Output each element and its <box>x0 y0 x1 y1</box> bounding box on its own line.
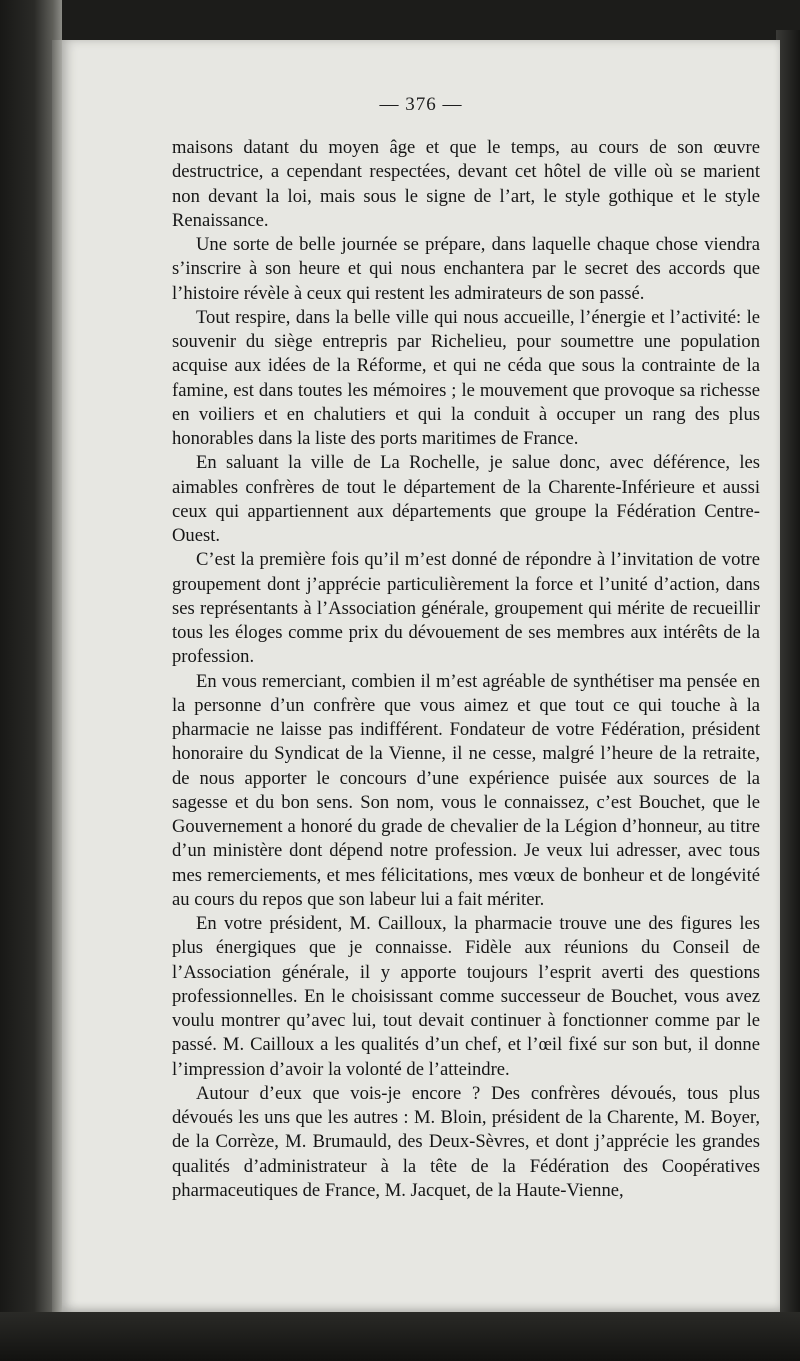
paragraph: Une sorte de belle journée se prépare, dans laquelle chaque chose viendra s’inscrire à son heure et qui nous enchantera par le secret des accords que l’histoire révèle à ceux qui restent les admirateurs de son passé. <box>172 234 760 304</box>
paragraph: Autour d’eux que vois-je encore ? Des confrères dévoués, tous plus dévoués les uns que les autres : M. Bloin, président de la Charente, M. Boyer, de la Corrèze, M. Brumauld, des Deux-Sèvres, et dont j’apprécie les grandes qualités d’administrateur à la tête de la Fédération des Coopératives pharmaceutiques de France, M. Jacquet, de la Haute-Vienne, <box>172 1082 760 1201</box>
book-page <box>62 40 780 1312</box>
body-text <box>172 136 760 1203</box>
paragraph: En saluant la ville de La Rochelle, je salue donc, avec déférence, les aimables confrères de tout le département de la Charente-Inférieure et aussi ceux qui appartiennent aux départements que groupe la Fédération Centre-Ouest. <box>172 452 760 546</box>
page-number: — 376 — <box>379 94 463 115</box>
paragraph: C’est la première fois qu’il m’est donné de répondre à l’invitation de votre groupement dont j’apprécie particulièrement la force et l’unité d’action, dans ses représentants à l’Association générale, groupement qui mérite de recueillir tous les éloges comme prix du dévouement de ses membres aux intérêts de la profession. <box>172 549 760 668</box>
paragraph-continuation: maisons datant du moyen âge et que le temps, au cours de son œuvre destructrice, a cependant respectées, devant cet hôtel de ville où se marient non devant la loi, mais sous le signe de l’art, le style gothique et le style Renaissance. <box>172 137 760 231</box>
paragraph: En vous remerciant, combien il m’est agréable de synthétiser ma pensée en la personne d’un confrère que vous aimez et que tout ce qui touche à la pharmacie ne laisse pas indifférent. Fondateur de votre Fédération, président honoraire du Syndicat de la Vienne, il ne cesse, malgré l’heure de la retraite, de nous apporter le concours d’une expérience puisée aux sources de la sagesse et du bon sens. Son nom, vous le connaissez, c’est Bouchet, que le Gouvernement a honoré du grade de chevalier de la Légion d’honneur, au titre d’un ministère dont dépend notre profession. Je veux lui adresser, avec tous mes remerciements, et mes félicitations, mes vœux de bonheur et de longévité au cours du repos que son labeur lui a fait mériter. <box>172 670 760 910</box>
paragraph: En votre président, M. Cailloux, la pharmacie trouve une des figures les plus énergiques que je connaisse. Fidèle aux réunions du Conseil de l’Association générale, il y apporte toujours l’esprit averti des questions professionnelles. En le choisissant comme successeur de Bouchet, vous avez voulu montrer qu’avec lui, tout devait continuer à fonctionner comme par le passé. M. Cailloux a les qualités d’un chef, et l’œil fixé sur son but, il donne l’impression d’avoir la volonté de l’atteindre. <box>172 913 760 1080</box>
paragraph: Tout respire, dans la belle ville qui nous accueille, l’énergie et l’activité: le souvenir du siège entrepris par Richelieu, pour soumettre une population acquise aux idées de la Réforme, et qui ne céda que sous la contrainte de la famine, est dans toutes les mémoires ; le mouvement que provoque sa richesse en voiliers et en chalutiers et qui la conduit à occuper un rang des plus honorables dans la liste des ports maritimes de France. <box>172 306 760 449</box>
scan-background-bottom <box>0 1312 800 1361</box>
